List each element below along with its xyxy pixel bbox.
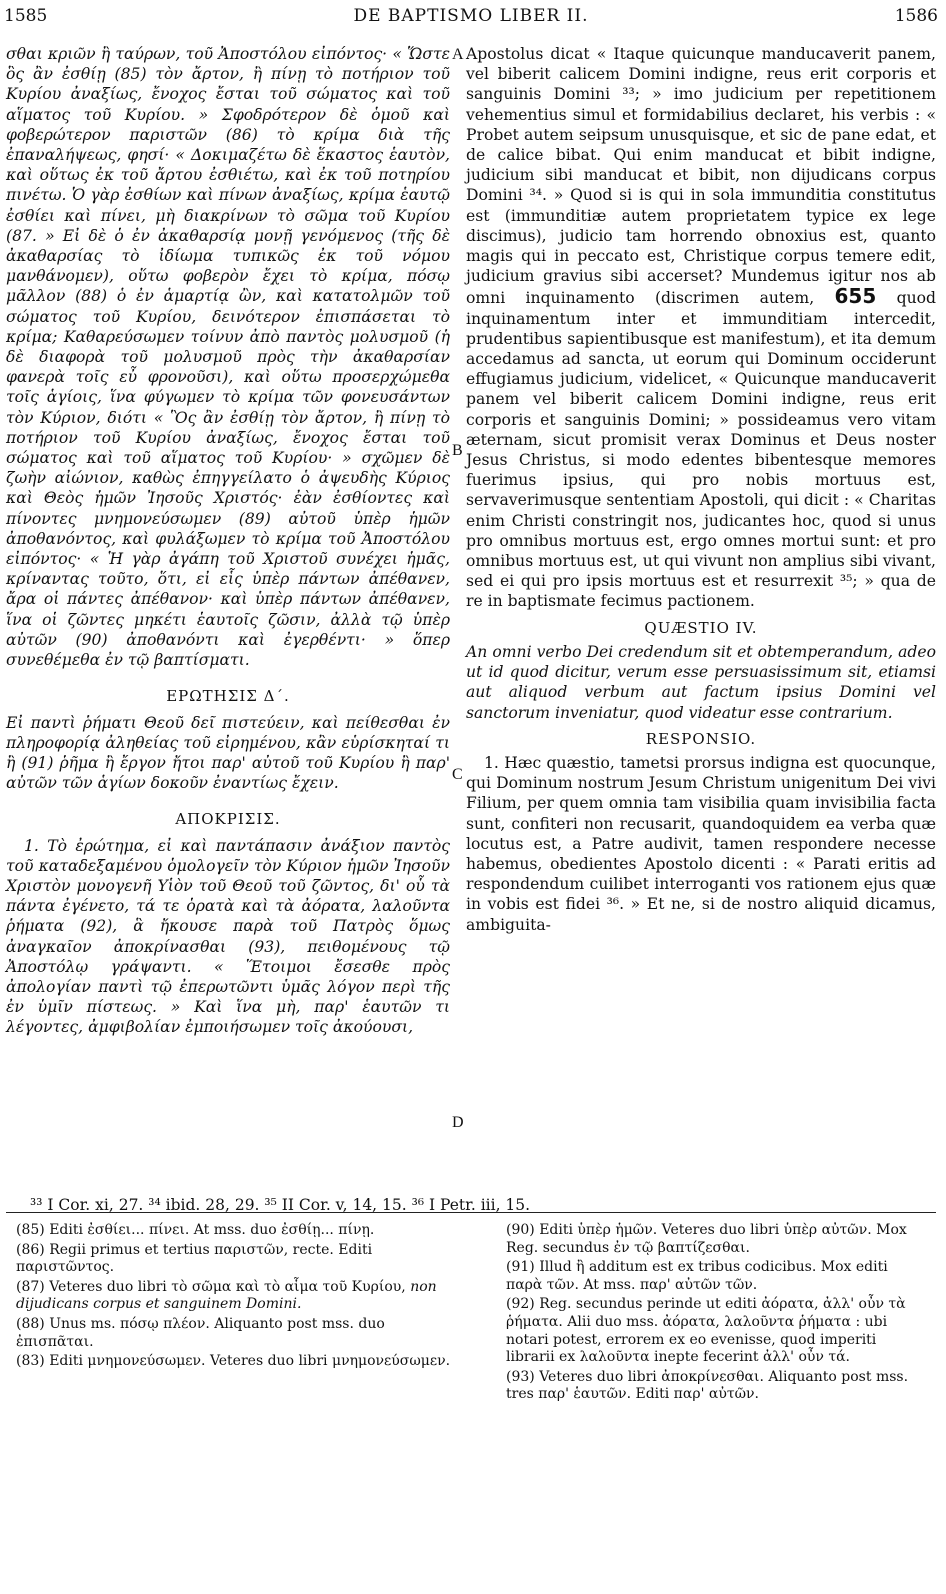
margin-letter-c: C	[452, 766, 463, 783]
latin-column	[466, 44, 936, 935]
footnote	[16, 1242, 456, 1277]
greek-question-heading: ΕΡΩΤΗΣΙΣ Δ΄.	[166, 687, 290, 706]
footnote-text: Editi ἐσθίει... πίνει. At mss. duo ἐσθίῃ... πίνῃ.	[49, 1222, 375, 1238]
column-number: 655	[834, 284, 877, 309]
greek-answer-heading: ΑΠΟΚΡΙΣΙΣ.	[175, 810, 281, 829]
footnote-number: (86)	[16, 1241, 45, 1258]
footnote	[16, 1353, 456, 1371]
footnote	[506, 1259, 926, 1294]
footnote-number: (88)	[16, 1315, 45, 1332]
footnote-text: Regii primus et tertius παριστῶν, recte. Editi παριστῶντος.	[16, 1241, 373, 1276]
footnote	[16, 1316, 456, 1351]
footnote-text: Veteres duo libri τὸ σῶμα καὶ τὸ αἷμα τοῦ Κυρίου,	[49, 1278, 406, 1295]
margin-letter-b: B	[452, 442, 463, 459]
footnote-number: (92)	[506, 1296, 535, 1313]
footnote-number: (85)	[16, 1222, 45, 1238]
scripture-references: ³³ I Cor. xi, 27. ³⁴ ibid. 28, 29. ³⁵ II Cor. v, 14, 15. ³⁶ I Petr. iii, 15.	[30, 1196, 531, 1214]
footnote-number: (91)	[506, 1259, 535, 1276]
margin-letter-d: D	[452, 1114, 464, 1131]
footnote-text: Reg. secundus perinde ut editi ἀόρατα, ἀλλ' οὖν τὰ ῥήματα. Alii duo mss. ἀόρατα, λαλοῦντα ῥήματα : ubi notari potest, errorem ex eo evenisse, quod imperiti librarii ex λαλοῦντα inepte fecerint ἀλλ' οὖν τά.	[506, 1296, 906, 1366]
footnote	[506, 1222, 926, 1257]
footnote-number: (87)	[16, 1278, 45, 1295]
footnote-text: Illud ἢ additum est ex tribus codicibus. Mox editi παρὰ τῶν. At mss. παρ' αὐτῶν τῶν.	[506, 1259, 888, 1293]
right-page-number: 1586	[894, 6, 938, 26]
greek-answer-text: 1. Τὸ ἐρώτημα, εἰ καὶ παντάπασιν ἀνάξιον παντὸς τοῦ καταδεξαμένου ὁμολογεῖν τὸν Κύριον ἡμῶν Ἰησοῦν Χριστὸν μονογενῆ Υἱὸν τοῦ Θεοῦ τοῦ ζῶντος, δι' οὗ τὰ πάντα ἐγένετο, τά τε ὁρατὰ καὶ τὰ ἀόρατα, λαλοῦντα ῥήματα (92), ἃ ἤκουσε παρὰ τοῦ Πατρὸς ὅμως ἀναγκαῖον ἀποκρίνασθαι (93), πειθομένους τῷ Ἀποστόλῳ γράψαντι. « Ἕτοιμοι ἔσεσθε πρὸς ἀπολογίαν παντὶ τῷ ἐπερωτῶντι ὑμᾶς λόγον περὶ τῆς ἐν ὑμῖν πίστεως. » Καὶ ἵνα μὴ, παρ' ἑαυτῶν τι λέγοντες, ἀμφιβολίαν ἐμποιήσωμεν τοῖς ἀκούουσι,	[6, 836, 450, 1037]
footnote-text: Unus ms. πόσῳ πλέον. Aliquanto post mss. duo ἐπισπᾶται.	[16, 1315, 385, 1350]
latin-answer-heading: RESPONSIO.	[645, 729, 757, 748]
page-header	[4, 6, 938, 32]
latin-question-heading: QUÆSTIO IV.	[644, 618, 758, 637]
footnote-number: (90)	[506, 1222, 535, 1238]
footnote-text: Editi ὑπὲρ ἡμῶν. Veteres duo libri ὑπὲρ αὐτῶν. Mox Reg. secundus ἐν τῷ βαπτίζεσθαι.	[506, 1222, 907, 1256]
latin-paragraph	[466, 44, 936, 612]
footnote-italic-text: non dijudicans corpus et sanguinem Domini.	[16, 1278, 437, 1313]
footnote-divider	[6, 1212, 936, 1213]
footnote	[16, 1222, 456, 1240]
latin-paragraph-part-b: quod inquinamentum inter et immunditiam intercedit, prudentibus sapientibusque est manifestum), et ita demum accedamus ad sancta, ut eorum qui Dominum occiderunt effugiamus judicium, videlicet, « Quicunque manducaverit panem vel biberit calicem Domini indigne, reus erit corporis et sanguinis Domini; » possideamus vero vitam æternam, sicut promisit verax Dominus et Deus noster Jesus Christus, si modo edentes bibentesque memores fuerimus ipsius, qui pro nobis mortuus est, servaverimusque sententiam Apostoli, qui dicit : « Charitas enim Christi constringit nos, judicantes hoc, quod si unus pro omnibus mortuus est, ergo omnes mortui sunt: et pro omnibus mortuus est, ut qui vivunt non amplius sibi vivant, sed ei qui pro ipsis mortuus est et resurrexit ³⁵; » qua de re in baptismate fecimus pactionem.	[466, 289, 936, 611]
footnote-number: (93)	[506, 1368, 535, 1385]
greek-question-text: Εἰ παντὶ ῥήματι Θεοῦ δεῖ πιστεύειν, καὶ πείθεσθαι ἐν πληροφορίᾳ ἀληθείας τοῦ εἰρημένου, κἂν εὑρίσκηταί τι ἢ (91) ῥῆμα ἢ ἔργον ἤτοι παρ' αὐτοῦ τοῦ Κυρίου ἢ παρ' αὐτῶν τῶν ἁγίων δοκοῦν ἐναντίως ἔχειν.	[6, 713, 450, 793]
footnote	[506, 1296, 926, 1366]
latin-answer-text: 1. Hæc quæstio, tametsi prorsus indigna est quocunque, qui Dominum nostrum Jesum Christum unigenitum Dei vivi Filium, per quem omnia tam visibilia quam invisibilia facta sunt, confiteri non recusarit, quandoquidem ea verba quæ locutus est, a Patre audivit, tamen respondere necesse habemus, obedientes Apostolo dicenti : « Parati eritis ad respondendum cuilibet interroganti vos rationem ejus quæ in vobis est fidei ³⁶. » Et ne, si de nostro aliquid dicamus, ambiguita-	[466, 753, 936, 934]
footnote	[506, 1369, 926, 1404]
greek-paragraph: σθαι κριῶν ἢ ταύρων, τοῦ Ἀποστόλου εἰπόντος· « Ὥστε ὃς ἂν ἐσθίῃ (85) τὸν ἄρτον, ἢ πίνῃ τὸ ποτήριον τοῦ Κυρίου ἀναξίως, ἔνοχος ἔσται τοῦ σώματος καὶ τοῦ αἵματος τοῦ Κυρίου. » Σφοδρότερον δὲ ὁμοῦ καὶ φοβερώτερον παριστῶν (86) τὸ κρίμα διὰ τῆς ἐπαναλήψεως, φησί· « Δοκιμαζέτω δὲ ἕκαστος ἑαυτὸν, καὶ οὕτως ἐκ τοῦ ἄρτου ἐσθιέτω, καὶ ἐκ τοῦ ποτηρίου πινέτω. Ὁ γὰρ ἐσθίων καὶ πίνων ἀναξίως, κρίμα ἑαυτῷ ἐσθίει καὶ πίνει, μὴ διακρίνων τὸ σῶμα τοῦ Κυρίου (87. » Εἰ δὲ ὁ ἐν ἀκαθαρσίᾳ μονῇ γενόμενος (τῆς δὲ ἀκαθαρσίας τὸ ἰδίωμα τυπικῶς ἐκ τοῦ νόμου μανθάνομεν), οὕτω φοβερὸν ἔχει τὸ κρίμα, πόσῳ μᾶλλον (88) ὁ ἐν ἁμαρτίᾳ ὢν, καὶ κατατολμῶν τοῦ σώματος τοῦ Κυρίου, δεινότερον ἐπισπάσεται τὸ κρίμα; Καθαρεύσωμεν τοίνυν ἀπὸ παντὸς μολυσμοῦ (ἡ δὲ διαφορὰ τοῦ μολυσμοῦ πρὸς τὴν ἀκαθαρσίαν φανερὰ τοῖς εὖ φρονοῦσι), καὶ οὕτω προσερχώμεθα τοῖς ἁγίοις, ἵνα φύγωμεν τὸ κρίμα τῶν φονευσάντων τὸν Κύριον, διότι « Ὃς ἂν ἐσθίῃ τὸν ἄρτον, ἢ πίνῃ τὸ ποτήριον τοῦ Κυρίου ἀναξίως, ἔνοχος ἔσται τοῦ σώματος καὶ τοῦ αἵματος τοῦ Κυρίου· » σχῶμεν δὲ ζωὴν αἰώνιον, καθὼς ἐπηγγείλατο ὁ ἀψευδὴς Κύριος καὶ Θεὸς ἡμῶν Ἰησοῦς Χριστός· ἐὰν ἐσθίοντες καὶ πίνοντες μνημονεύσωμεν (89) αὐτοῦ ὑπὲρ ἡμῶν ἀποθανόντος, καὶ φυλάξωμεν τὸ κρίμα τοῦ Ἀποστόλου εἰπόντος· « Ἡ γὰρ ἀγάπη τοῦ Χριστοῦ συνέχει ἡμᾶς, κρίναντας τοῦτο, ὅτι, εἰ εἷς ὑπὲρ πάντων ἀπέθανεν, ἄρα οἱ πάντες ἀπέθανον· καὶ ὑπὲρ πάντων ἀπέθανεν, ἵνα οἱ ζῶντες μηκέτι ἑαυτοῖς ζῶσιν, ἀλλὰ τῷ ὑπὲρ αὐτῶν (90) ἀποθανόντι καὶ ἐγερθέντι· » ὅπερ συνεθέμεθα ἐν τῷ βαπτίσματι.	[6, 45, 450, 670]
latin-question-text: An omni verbo Dei credendum sit et obtemperandum, adeo ut id quod dicitur, verum esse persuasissimum sit, etiamsi aut aliquod verbum aut factum ipsius Domini vel sanctorum inveniatur, quod videatur esse contrarium.	[466, 642, 936, 722]
greek-column	[6, 44, 450, 1038]
latin-paragraph-part-a: Apostolus dicat « Itaque quicunque manducaverit panem, vel biberit calicem Domini indigne, reus erit corporis et sanguinis Domini ³³; » imo judicium per repetitionem vehementius simul et formidabilius declaret, his verbis : « Probet autem seipsum unusquisque, et sic de pane edat, et de calice bibat. Qui enim manducat et bibit indigne, judicium sibi manducat et bibit, non dijudicans corpus Domini ³⁴. » Quod si is qui in sola immunditia constitutus est (immunditiæ autem proprietatem typice ex lege discimus), judicio tam horrendo obnoxius est, quanto magis qui in peccato est, Christique corpus temere edit, judicium gravius sibi accerset? Mundemus igitur nos ab omni inquinamento (discrimen autem,	[466, 45, 936, 308]
footnote-text: Editi μνημονεύσωμεν. Veteres duo libri μνημονεύσωμεν.	[49, 1353, 451, 1370]
footnotes-left	[16, 1222, 456, 1373]
left-page-number: 1585	[4, 6, 48, 26]
footnote-text: Veteres duo libri ἀποκρίνεσθαι. Aliquanto post mss. tres παρ' ἑαυτῶν. Editi παρ' αὐτῶν.	[506, 1368, 909, 1403]
footnote-number: (83)	[16, 1353, 45, 1370]
footnotes-right	[506, 1222, 926, 1406]
footnote	[16, 1279, 456, 1314]
margin-letter-a: A	[452, 46, 464, 63]
running-title: DE BAPTISMO LIBER II.	[353, 6, 589, 26]
